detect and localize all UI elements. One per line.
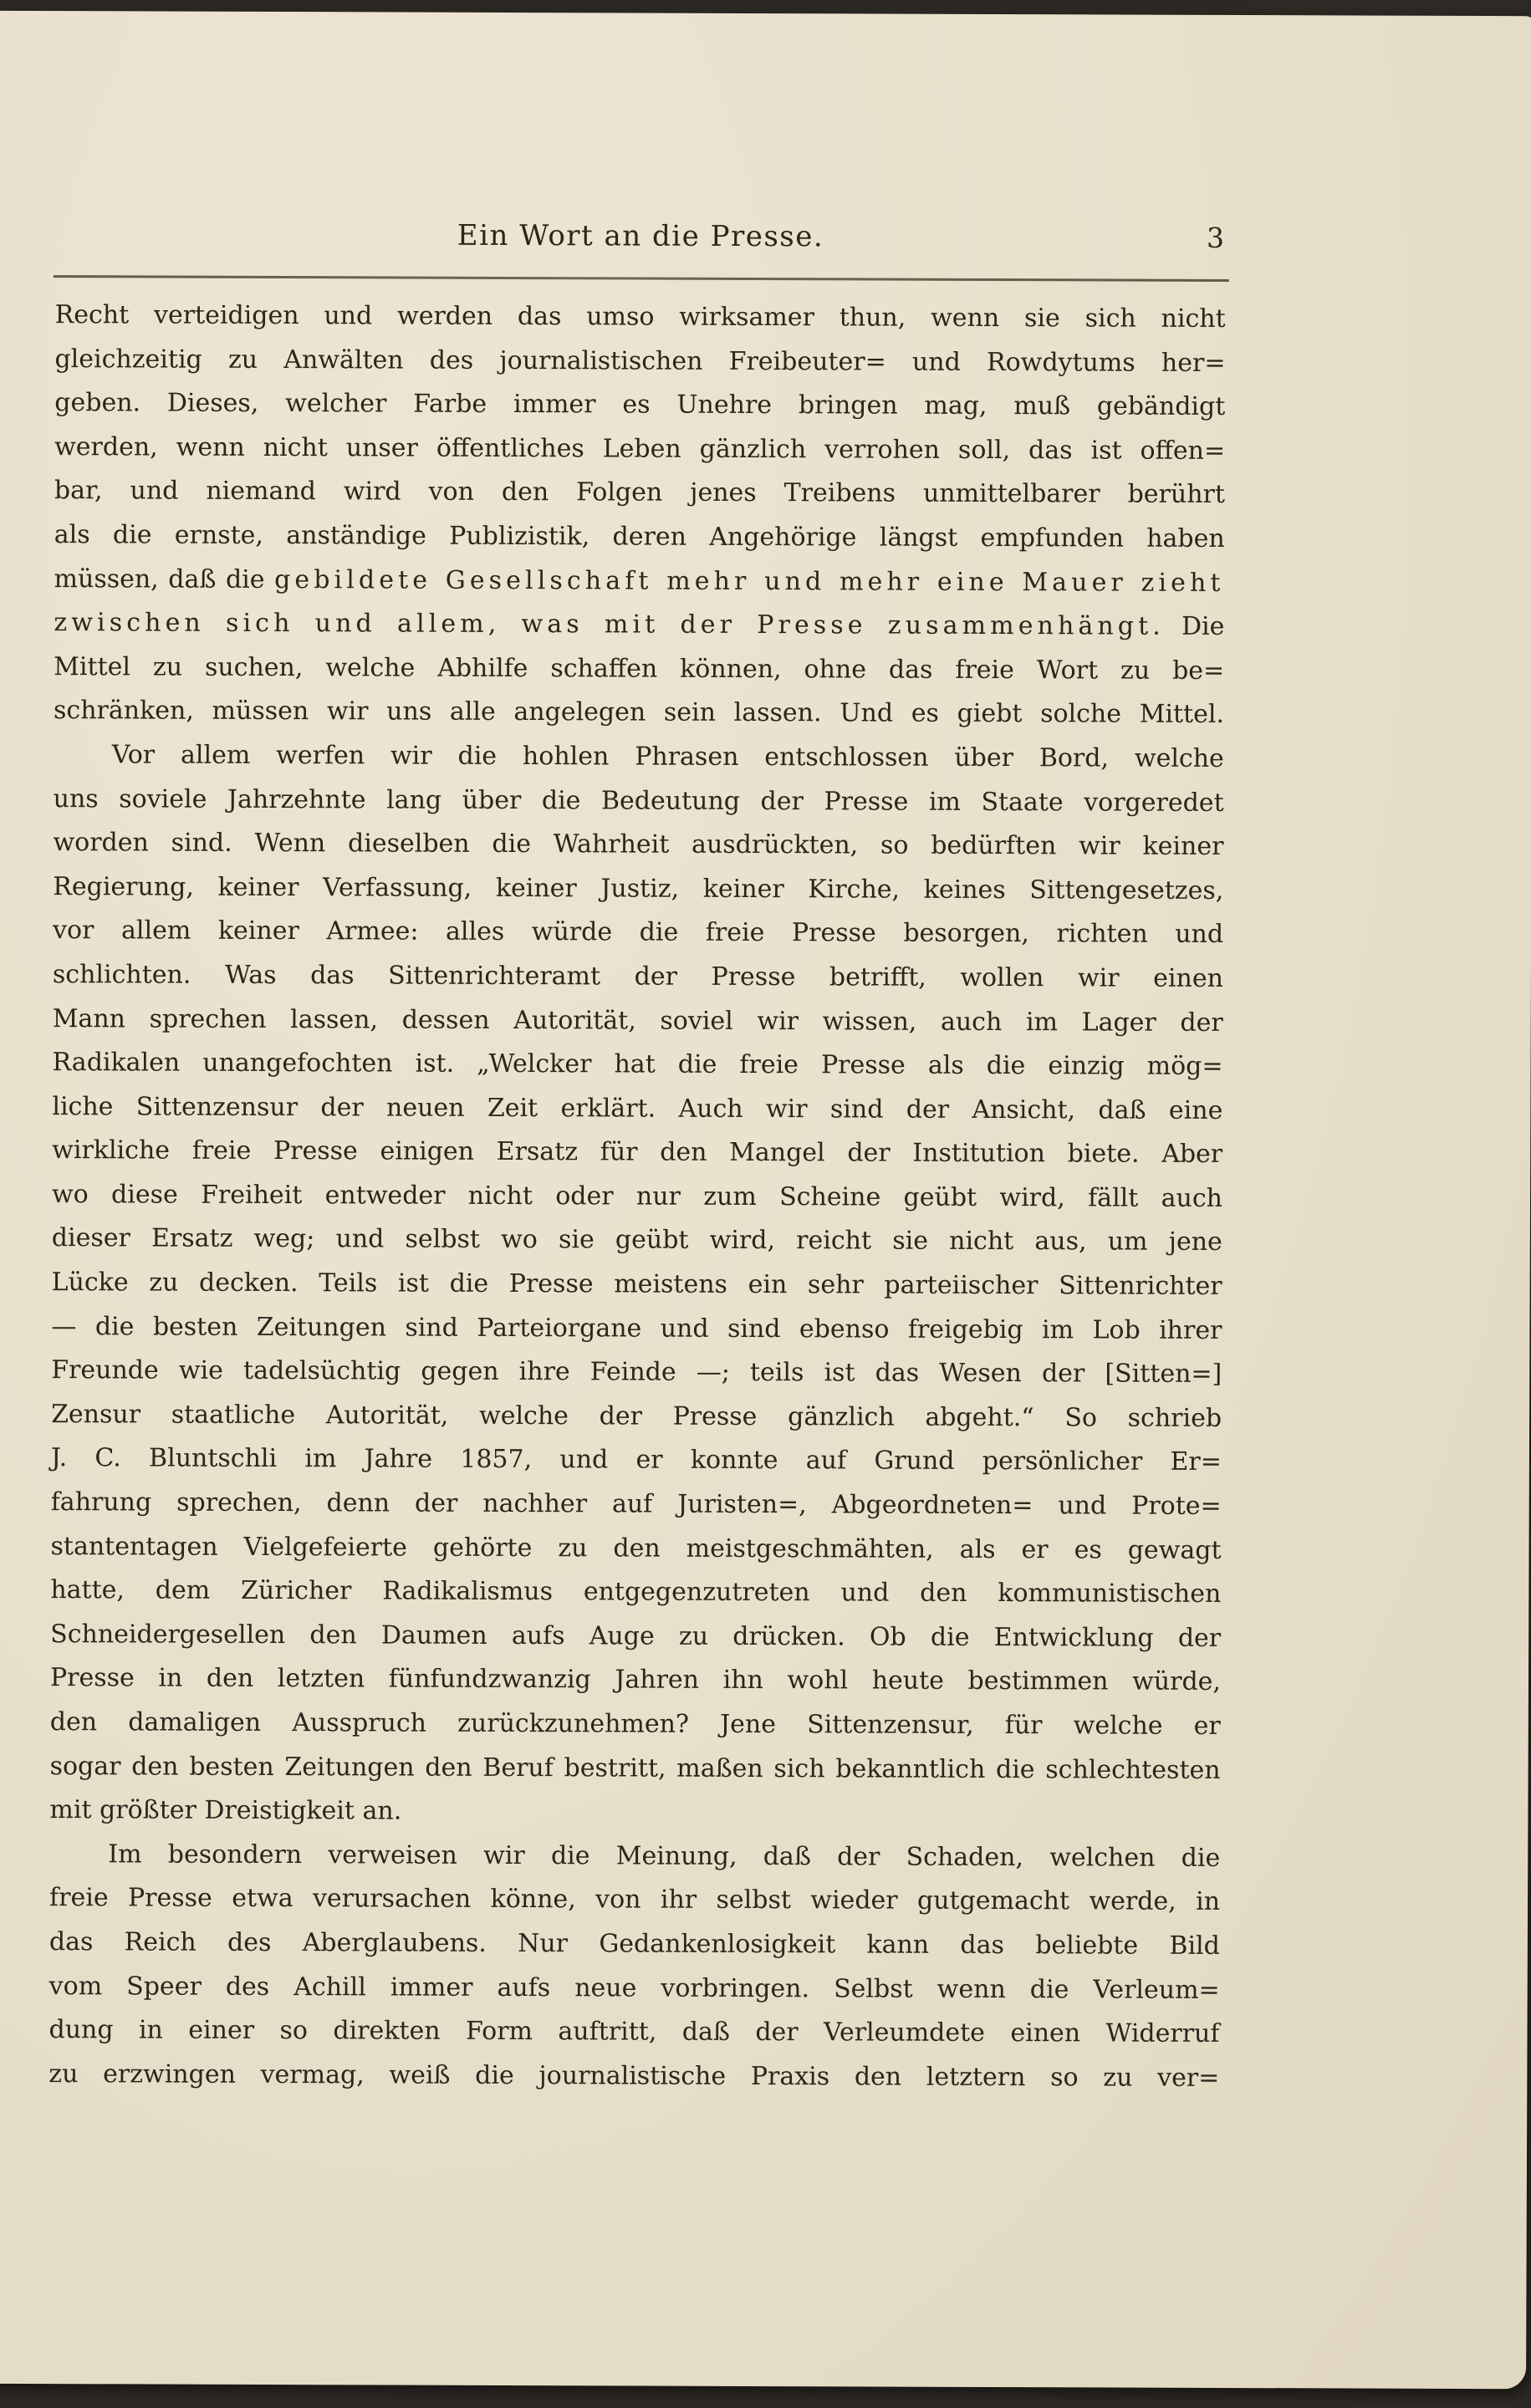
text-line xyxy=(51,1393,1222,1441)
text-line xyxy=(53,909,1223,957)
text-segment: dieser Ersatz weg; und selbst wo sie geübt wird, reicht sie nicht aus, um jene xyxy=(51,1223,1222,1258)
text-segment: das Reich des Aberglaubens. Nur Gedankenlosigkeit kann das beliebte Bild xyxy=(48,1927,1220,1961)
text-segment: gleichzeitig zu Anwälten des journalistischen Freibeuter= und Rowdytums her= xyxy=(54,344,1226,378)
text-segment: uns soviele Jahrzehnte lang über die Bedeutung der Presse im Staate vorgeredet xyxy=(53,783,1224,818)
text-segment: stantentagen Vielgefeierte gehörte zu den meistgeschmähten, als er es gewagt xyxy=(50,1531,1222,1565)
emphasized-text: zwischen sich und allem, was mit der Presse zusammenhängt. xyxy=(54,608,1166,641)
text-segment: schlichten. Was das Sittenrichteramt der Presse betrifft, wollen wir einen xyxy=(52,959,1223,993)
text-segment: sogar den besten Zeitungen den Beruf bestritt, maßen sich bekanntlich die schlechtesten xyxy=(49,1751,1221,1785)
text-line xyxy=(48,2008,1219,2056)
text-line xyxy=(52,1217,1222,1265)
text-segment: worden sind. Wenn dieselben die Wahrheit ausdrückten, so bedürften wir keiner xyxy=(53,828,1224,862)
text-line xyxy=(52,1173,1222,1221)
page-content xyxy=(48,11,1227,2388)
text-segment: den damaligen Ausspruch zurückzunehmen? Jene Sittenzensur, für welche er xyxy=(49,1707,1221,1741)
text-segment: vor allem keiner Armee: alles würde die freie Presse besorgen, richten und xyxy=(53,916,1224,950)
text-line xyxy=(54,558,1224,605)
text-segment: wo diese Freiheit entweder nicht oder nur zum Scheine geübt wird, fällt auch xyxy=(51,1179,1223,1213)
text-segment: Freunde wie tadelsüchtig gegen ihre Feinde —; teils ist das Wesen der [Sitten=] xyxy=(51,1355,1222,1390)
text-segment: fahrung sprechen, denn der nachher auf Juristen=, Abgeordneten= und Prote= xyxy=(50,1487,1222,1521)
running-title: Ein Wort an die Presse. xyxy=(457,218,824,254)
text-line xyxy=(55,293,1226,341)
text-line xyxy=(52,1261,1222,1309)
text-line xyxy=(49,1788,1220,1836)
text-segment: — die besten Zeitungen sind Parteiorgane und sind ebenso freigebig im Lob ihrer xyxy=(51,1311,1222,1345)
text-segment: zu erzwingen vermag, weiß die journalistische Praxis den letztern so zu ver= xyxy=(48,2059,1220,2093)
text-segment: Regierung, keiner Verfassung, keiner Justiz, keiner Kirche, keines Sittengesetzes, xyxy=(53,871,1224,906)
text-segment: hatte, dem Züricher Radikalismus entgegenzutreten und den kommunistischen xyxy=(50,1575,1222,1610)
text-segment: Vor allem werfen wir die hohlen Phrasen entschlossen über Bord, welche xyxy=(111,740,1224,773)
text-line xyxy=(54,778,1224,825)
text-segment: wirkliche freie Presse einigen Ersatz für den Mangel der Institution biete. Aber xyxy=(52,1135,1223,1170)
text-line xyxy=(50,1656,1221,1704)
text-line xyxy=(51,1481,1222,1528)
text-line xyxy=(50,1569,1221,1616)
text-line xyxy=(54,426,1225,473)
page-number: 3 xyxy=(1206,221,1225,254)
text-segment: freie Presse etwa verursachen könne, von ihr selbst wieder gutgemacht werde, in xyxy=(49,1883,1221,1917)
text-line xyxy=(54,513,1225,561)
text-line xyxy=(50,1525,1221,1573)
header-rule xyxy=(54,275,1229,282)
text-line xyxy=(49,1833,1220,1880)
text-line xyxy=(54,645,1224,693)
text-line xyxy=(53,821,1223,869)
text-segment: J. C. Bluntschli im Jahre 1857, und er konnte auf Grund persönlicher Er= xyxy=(50,1443,1222,1477)
text-segment: dung in einer so direkten Form auftritt, daß der Verleumdete einen Widerruf xyxy=(48,2015,1220,2049)
text-line xyxy=(52,1085,1222,1133)
text-line xyxy=(54,338,1225,385)
text-line xyxy=(54,381,1225,429)
text-line xyxy=(50,1745,1221,1793)
text-line xyxy=(54,689,1224,737)
text-segment: Recht verteidigen und werden das umso wirksamer thun, wenn sie sich nicht xyxy=(54,300,1226,334)
text-segment: geben. Dieses, welcher Farbe immer es Unehre bringen mag, muß gebändigt xyxy=(54,388,1226,422)
page-header xyxy=(55,212,1226,261)
text-line xyxy=(54,733,1224,781)
text-segment: Mann sprechen lassen, dessen Autorität, soviel wir wissen, auch im Lager der xyxy=(52,1003,1223,1038)
text-segment: vom Speer des Achill immer aufs neue vorbringen. Selbst wenn die Verleum= xyxy=(48,1971,1220,2005)
text-segment: Schneidergesellen den Daumen aufs Auge zu drücken. Ob die Entwicklung der xyxy=(50,1619,1222,1653)
text-segment: Im besondern verweisen wir die Meinung, daß der Schaden, welchen die xyxy=(108,1839,1221,1873)
text-line xyxy=(52,1041,1222,1089)
body-text xyxy=(48,293,1226,2100)
text-line xyxy=(54,601,1224,649)
text-segment: als die ernste, anständige Publizistik, deren Angehörige längst empfunden haben xyxy=(54,520,1225,554)
text-segment: Radikalen unangefochten ist. „Welcker hat die freie Presse als die einzig mög= xyxy=(52,1048,1223,1082)
text-line xyxy=(52,1129,1222,1176)
text-line xyxy=(51,1437,1222,1485)
emphasized-text: gebildete Gesellschaft mehr und mehr eine Mauer zieht xyxy=(274,564,1225,598)
text-line xyxy=(49,1965,1220,2013)
text-segment: liche Sittenzensur der neuen Zeit erklärt. Auch wir sind der Ansicht, daß eine xyxy=(52,1091,1223,1125)
text-line xyxy=(53,953,1223,1001)
text-segment: Die xyxy=(1164,611,1225,642)
text-segment: Presse in den letzten fünfundzwanzig Jahren ihn wohl heute bestimmen würde, xyxy=(49,1663,1222,1697)
text-segment: werden, wenn nicht unser öffentliches Leben gänzlich verrohen soll, das ist offen= xyxy=(54,431,1226,466)
text-segment: Lücke zu decken. Teils ist die Presse meistens ein sehr parteiischer Sittenrichter xyxy=(51,1268,1222,1302)
text-line xyxy=(49,1921,1220,1968)
text-segment: Mittel zu suchen, welche Abhilfe schaffen können, ohne das freie Wort zu be= xyxy=(54,651,1225,686)
text-segment: mit größter Dreistigkeit an. xyxy=(49,1795,402,1826)
text-segment: Zensur staatliche Autorität, welche der Presse gänzlich abgeht.“ So schrieb xyxy=(51,1399,1222,1433)
text-line xyxy=(49,1876,1220,1924)
text-segment: schränken, müssen wir uns alle angelegen sein lassen. Und es giebt solche Mittel. xyxy=(53,696,1225,730)
text-line xyxy=(50,1701,1221,1748)
text-segment: bar, und niemand wird von den Folgen jenes Treibens unmittelbarer berührt xyxy=(54,476,1226,510)
text-line xyxy=(48,2053,1219,2100)
text-segment: müssen, daß die xyxy=(54,564,275,594)
page-paper xyxy=(0,11,1531,2389)
text-line xyxy=(53,865,1223,913)
text-line xyxy=(51,1349,1222,1396)
text-line xyxy=(51,1305,1222,1353)
text-line xyxy=(50,1613,1221,1661)
text-line xyxy=(53,997,1223,1045)
text-line xyxy=(54,469,1225,517)
